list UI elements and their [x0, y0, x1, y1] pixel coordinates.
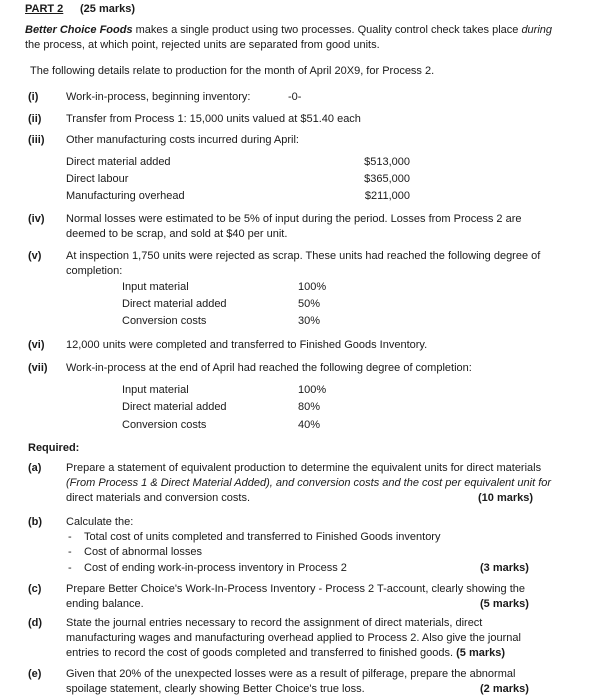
part-marks: (25 marks): [80, 3, 136, 15]
completion-row-name: Input material: [122, 281, 189, 293]
intro-text-b: during: [521, 24, 553, 36]
req-d-line-3: entries to record the cost of goods completed and transferred to finished goods.: [66, 647, 454, 659]
req-b-bullet: Total cost of units completed and transferred to Finished Goods inventory: [84, 531, 441, 543]
cost-row-name: Direct material added: [66, 156, 171, 168]
cost-row-amount: $365,000: [364, 173, 410, 185]
req-a-line-1: Prepare a statement of equivalent production to determine the equivalent units for direct materials: [66, 462, 542, 474]
cost-row-amount: $513,000: [364, 156, 410, 168]
item-vi-text: 12,000 units were completed and transferred to Finished Goods Inventory.: [66, 339, 428, 351]
item-vii-text: Work-in-process at the end of April had reached the following degree of completion:: [66, 362, 472, 374]
completion-row-name: Input material: [122, 384, 189, 396]
req-d-label: (d): [28, 617, 43, 629]
bullet-dash: -: [68, 546, 72, 558]
item-i-label: (i): [28, 91, 39, 103]
req-c-label: (c): [28, 583, 42, 595]
item-ii-text: Transfer from Process 1: 15,000 units valued at $51.40 each: [66, 113, 361, 125]
req-c-line-2: ending balance.: [66, 598, 144, 610]
req-b-bullet: Cost of abnormal losses: [84, 546, 202, 558]
req-b-marks: (3 marks): [480, 562, 529, 574]
item-iii-text: Other manufacturing costs incurred during April:: [66, 134, 299, 146]
cost-row-name: Manufacturing overhead: [66, 190, 185, 202]
completion-row-pct: 80%: [298, 401, 321, 413]
item-iv-line-1: Normal losses were estimated to be 5% of input during the period. Losses from Process 2 are: [66, 213, 522, 225]
item-i-text: Work-in-process, beginning inventory:: [66, 91, 251, 103]
req-d-line-1: State the journal entries necessary to record the assignment of direct materials, direct: [66, 617, 483, 629]
completion-row-pct: 50%: [298, 298, 321, 310]
req-e-line-1: Given that 20% of the unexpected losses were as a result of pilferage, prepare the abnormal: [66, 668, 516, 680]
req-e-line-2: spoilage statement, clearly showing Better Choice's true loss.: [66, 683, 365, 695]
req-d-marks: (5 marks): [456, 647, 506, 659]
item-v-line-1: At inspection 1,750 units were rejected as scrap. These units had reached the following degree of: [66, 250, 541, 262]
req-a-line-3: direct materials and conversion costs.: [66, 492, 251, 504]
completion-row-pct: 100%: [298, 384, 327, 396]
req-c-line-1: Prepare Better Choice's Work-In-Process Inventory - Process 2 T-account, clearly showing the: [66, 583, 525, 595]
item-vi-label: (vi): [28, 339, 45, 351]
cost-row-amount: $211,000: [364, 190, 410, 202]
item-iv-label: (iv): [28, 213, 45, 225]
req-b-label: (b): [28, 516, 43, 528]
item-v-label: (v): [28, 250, 42, 262]
req-a-label: (a): [28, 462, 42, 474]
intro-text-a: makes a single product using two processes. Quality control check takes place: [132, 24, 522, 36]
req-a-marks: (10 marks): [478, 492, 534, 504]
completion-row-name: Conversion costs: [122, 419, 207, 431]
details-intro: The following details relate to production for the month of April 20X9, for Process 2.: [30, 65, 435, 77]
req-d-line-3-row: [66, 646, 505, 661]
completion-row-pct: 100%: [298, 281, 327, 293]
req-d-line-2: manufacturing wages and manufacturing overhead applied to Process 2. Also give the journal: [66, 632, 521, 644]
req-c-marks: (5 marks): [480, 598, 529, 610]
item-iii-label: (iii): [28, 134, 45, 146]
company-name: Better Choice Foods: [25, 24, 133, 36]
completion-row-pct: 40%: [298, 419, 321, 431]
item-ii-label: (ii): [28, 113, 42, 125]
bullet-dash: -: [68, 531, 72, 543]
req-b-text: Calculate the:: [66, 516, 134, 528]
bullet-dash: -: [68, 562, 72, 574]
completion-row-name: Direct material added: [122, 298, 227, 310]
part-heading: PART 2: [25, 3, 64, 15]
req-b-bullet: Cost of ending work-in-process inventory in Process 2: [84, 562, 347, 574]
intro-line-2: the process, at which point, rejected units are separated from good units.: [25, 39, 380, 51]
intro-line-1: [25, 23, 552, 38]
item-v-line-2: completion:: [66, 265, 123, 277]
req-e-label: (e): [28, 668, 42, 680]
completion-row-name: Direct material added: [122, 401, 227, 413]
completion-row-name: Conversion costs: [122, 315, 207, 327]
item-iv-line-2: deemed to be scrap, and sold at $40 per unit.: [66, 228, 288, 240]
completion-row-pct: 30%: [298, 315, 321, 327]
cost-row-name: Direct labour: [66, 173, 129, 185]
required-heading: Required:: [28, 442, 80, 454]
item-i-value: -0-: [288, 91, 302, 103]
req-e-marks: (2 marks): [480, 683, 529, 695]
item-vii-label: (vii): [28, 362, 48, 374]
req-a-line-2: (From Process 1 & Direct Material Added), and conversion costs and the cost per equivalent unit for: [66, 477, 552, 489]
